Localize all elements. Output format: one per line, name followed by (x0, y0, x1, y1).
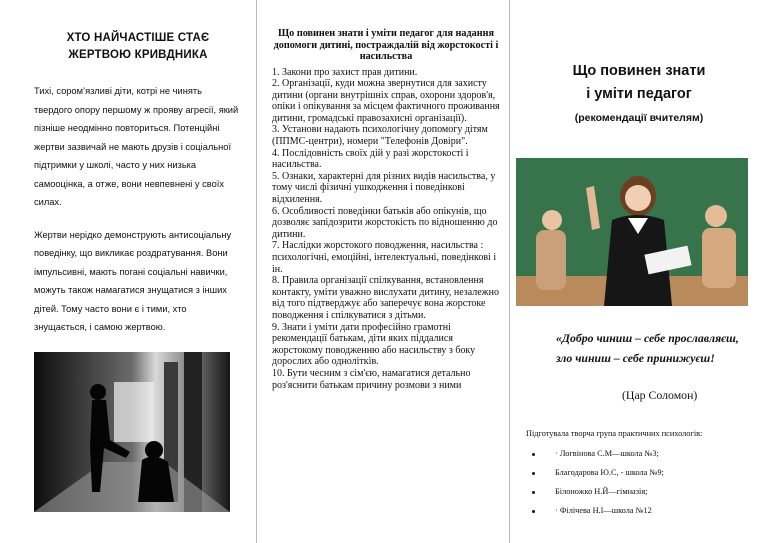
bullet-icon (532, 453, 535, 456)
bullet-icon (532, 510, 535, 513)
left-paragraph-2: Жертви нерідко демонструють антисоціальну поведінку, що викликає роздратування. Вони імпульсивні, мають погані соціальні навички, можуть також намагатися знущатися з інших дітей. Тому часто вони є і тими, хто знущається, і самою жертвою. (34, 229, 232, 332)
bullying-illustration (34, 352, 230, 512)
middle-title: Що повинен знати і уміти педагог для надання допомоги дитині, постраждалій від жорстокості і насильства (273, 28, 499, 62)
bullying-photo (34, 352, 230, 512)
list-item: 9. Знати і уміти дати професійно грамотні рекомендації батькам, діти яких піддалися жорстокому поводженню або насильству з боку дорослих або однолітків. (272, 321, 476, 368)
list-item: 8. Правила організації спілкування, встановлення контакту, уміти уважно вислухати дитину, незалежно від того підтверджує або заперечує вона жорстоке поводження і спілкуватися з дітьми. (272, 275, 499, 321)
list-item: 5. Ознаки, характерні для різних видів насильства, у тому числі фізичні ушкодження і поведінкові відхилення. (272, 170, 496, 206)
author-item: Благодарова Ю.С, - школа №9; (532, 468, 664, 477)
author-item: · Філічева Н.І—школа №12 (532, 506, 652, 515)
list-item: 4. Послідовність своїх дій у разі жорстокості і насильства. (272, 147, 469, 171)
bullet-icon (532, 491, 535, 494)
quote-author: (Цар Соломон) (622, 388, 698, 402)
list-item: 1. Закони про захист прав дитини. (272, 66, 418, 78)
cover-title-line-1: Що повинен знати (572, 63, 706, 79)
list-item: 3. Установи надають психологічну допомогу дітям (ППМС-центри), номери "Телефонів Довіри". (272, 124, 488, 148)
fold-line-1 (256, 0, 257, 543)
list-item: 2. Організації, куди можна звернутися для захисту дитини (органи внутрішніх справ, охорони здоров'я, опіки і опікування за місцем фактичного проживання дитини, громадські правозахисні організації). (272, 78, 500, 124)
cover-subtitle: (рекомендації вчителям) (574, 112, 704, 124)
bullet-icon (532, 472, 535, 475)
cover-title-line-2: і уміти педагог (586, 86, 692, 102)
left-title: ХТО НАЙЧАСТІШЕ СТАЄ ЖЕРТВОЮ КРИВДНИКА (66, 32, 210, 61)
list-item: 10. Бути чесним з сім'єю, намагатися детально роз'яснити батькам причину розмови з ними (272, 367, 471, 391)
quote-text: «Добро чиниш – себе прославляєш, зло чиниш – себе принижуєш! (556, 331, 739, 365)
author-item: · Логвінова С.М—школа №3; (532, 449, 659, 458)
list-item: 6. Особливості поведінки батьків або опікунів, що дозволяє запідозрити жорстокість по відношенню до дитини. (272, 205, 498, 240)
right-column (510, 0, 768, 543)
cover-title (510, 60, 768, 106)
author-item: Білоножко Н.Й—гімназія; (532, 487, 647, 496)
teacher-photo (516, 158, 748, 306)
teacher-illustration (516, 158, 748, 306)
left-paragraph-1: Тихі, сором’язливі діти, котрі не чинять твердого опору першому ж прояву агресії, який пізніше неодмінно повториться. Потенційні жертви зазвичай не мають друзів і соціальної підтримки у школі, часто у них низька самооцінка, а отже, вони невпевнені у своїх силах. (34, 86, 239, 207)
prepared-by: Підготувала творча група практичних психологів: (526, 429, 703, 438)
middle-column (258, 0, 510, 543)
list-item: 7. Наслідки жорстокого поводження, насильства : психологічні, емоційні, інтелектуальні, поведінкові і ін. (272, 240, 497, 275)
